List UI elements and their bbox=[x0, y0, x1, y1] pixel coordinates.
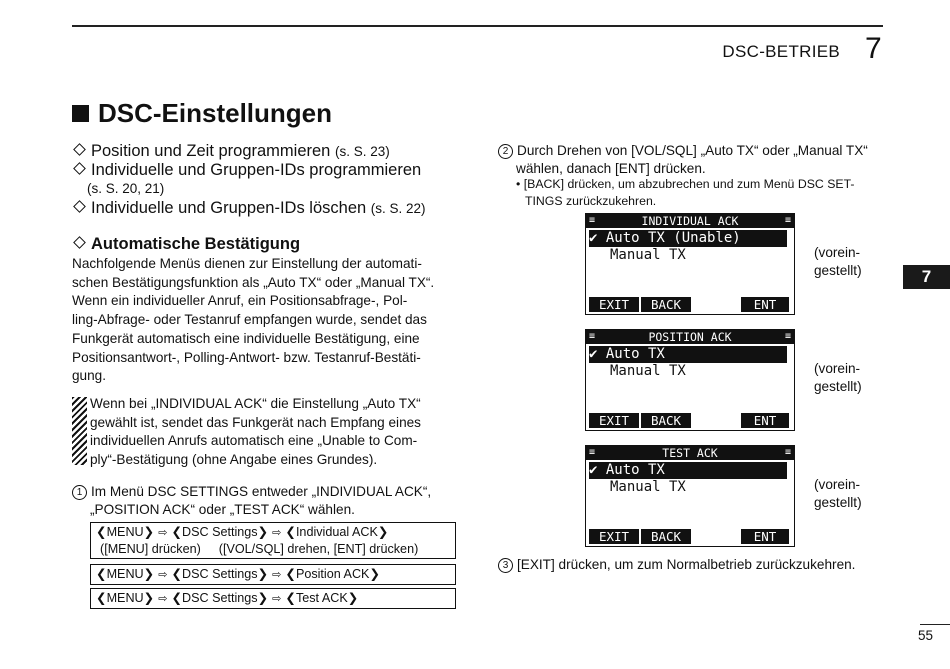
menu-path-item: DSC Settings bbox=[182, 567, 258, 581]
menu-path-item: Individual ACK bbox=[295, 525, 378, 539]
lcd-exit-key: EXIT bbox=[589, 297, 639, 312]
preset-label bbox=[814, 244, 862, 280]
text-line: Positionsantwort-, Polling-Antwort- bzw. Testanruf-Bestäti- bbox=[72, 349, 421, 365]
ref-text: Individuelle und Gruppen-IDs programmieren bbox=[91, 161, 422, 179]
menu-path-box: ❮MENU❯ ⇨ ❮DSC Settings❯ ⇨ ❮Test ACK❯ bbox=[90, 588, 456, 609]
lcd-ent-key: ENT bbox=[741, 413, 789, 428]
menu-lines-icon: ≡ bbox=[784, 215, 791, 226]
preset-label bbox=[814, 476, 862, 512]
text-line: gestellt) bbox=[814, 379, 862, 394]
lcd-softkeys bbox=[589, 529, 791, 544]
text-line: Wenn ein individueller Anruf, ein Positionsabfrage-, Pol- bbox=[72, 293, 408, 309]
text-line: ling-Abfrage- oder Testanruf empfangen wurde, sendet das bbox=[72, 312, 427, 328]
lcd-ent-key: ENT bbox=[741, 297, 789, 312]
menu-path-item: MENU bbox=[106, 567, 144, 581]
step-number: 1 bbox=[72, 485, 87, 500]
menu-path-item: DSC Settings bbox=[182, 591, 258, 605]
preset-label bbox=[814, 360, 862, 396]
text-line: (vorein- bbox=[814, 477, 861, 492]
menu-path-hint: ([MENU] drücken) bbox=[100, 542, 201, 556]
lcd-option: Manual TX bbox=[610, 363, 686, 379]
lcd-ent-key: ENT bbox=[741, 529, 789, 544]
lcd-selected-option: ✔ Auto TX bbox=[589, 346, 787, 363]
step-1 bbox=[72, 483, 462, 519]
lcd-exit-key: EXIT bbox=[589, 413, 639, 428]
lcd-screen-position-ack bbox=[585, 329, 795, 431]
lcd-selected-option: ✔ Auto TX bbox=[589, 462, 787, 479]
menu-path-item: Position ACK bbox=[295, 567, 370, 581]
lcd-screen-test-ack bbox=[585, 445, 795, 547]
footer-rule bbox=[920, 624, 950, 625]
menu-path-item: MENU bbox=[106, 525, 144, 539]
page-heading-text: DSC-Einstellungen bbox=[98, 98, 333, 128]
ref-item bbox=[72, 161, 421, 180]
lcd-title: POSITION ACK bbox=[586, 330, 794, 344]
lcd-screen-individual-ack bbox=[585, 213, 795, 315]
menu-path-item: MENU bbox=[106, 591, 144, 605]
step-number: 3 bbox=[498, 558, 513, 573]
lcd-exit-key: EXIT bbox=[589, 529, 639, 544]
text-line: (vorein- bbox=[814, 361, 861, 376]
step-2 bbox=[498, 142, 888, 178]
ref-page: (s. S. 23) bbox=[334, 144, 390, 159]
arrow-right-icon: ⇨ bbox=[272, 593, 282, 605]
ref-item bbox=[72, 199, 426, 218]
diamond-icon bbox=[73, 200, 86, 213]
page-heading bbox=[72, 98, 332, 129]
arrow-right-icon: ⇨ bbox=[158, 569, 168, 581]
menu-lines-icon: ≡ bbox=[589, 331, 596, 342]
menu-lines-icon: ≡ bbox=[784, 331, 791, 342]
chapter-number: 7 bbox=[865, 32, 882, 65]
diamond-icon bbox=[73, 236, 86, 249]
text-line: [EXIT] drücken, um zum Normalbetrieb zurückzukehren. bbox=[517, 557, 856, 572]
ref-item bbox=[72, 142, 390, 161]
text-line: „POSITION ACK“ oder „TEST ACK“ wählen. bbox=[90, 502, 355, 517]
arrow-right-icon: ⇨ bbox=[272, 527, 282, 539]
ref-text: Individuelle und Gruppen-IDs löschen bbox=[91, 199, 367, 217]
header-rule bbox=[72, 25, 883, 27]
text-line: • [BACK] drücken, um abzubrechen und zum Menü DSC SET- bbox=[516, 177, 855, 191]
step-number: 2 bbox=[498, 144, 513, 159]
note-paragraph bbox=[90, 395, 457, 470]
text-line: individuellen Anrufs automatisch eine „Unable to Com- bbox=[90, 433, 418, 449]
text-line: ply“-Bestätigung (ohne Angabe eines Grundes). bbox=[90, 452, 378, 468]
diamond-icon bbox=[73, 162, 86, 175]
note-hatch-marker bbox=[72, 397, 87, 465]
lcd-option: Manual TX bbox=[610, 479, 686, 495]
ref-page: (s. S. 20, 21) bbox=[87, 181, 165, 196]
menu-path-box: ❮MENU❯ ⇨ ❮DSC Settings❯ ⇨ ❮Position ACK❯ bbox=[90, 564, 456, 585]
lcd-title: TEST ACK bbox=[586, 446, 794, 460]
text-line: Durch Drehen von [VOL/SQL] „Auto TX“ oder „Manual TX“ bbox=[517, 143, 868, 158]
text-line: gestellt) bbox=[814, 495, 862, 510]
text-line: gewählt ist, sendet das Funkgerät nach Empfang eines bbox=[90, 414, 421, 430]
lcd-selected-option: ✔ Auto TX (Unable) bbox=[589, 230, 787, 247]
text-line: Funkgerät automatisch eine individuelle Bestätigung, eine bbox=[72, 330, 420, 346]
lcd-back-key: BACK bbox=[641, 297, 691, 312]
lcd-back-key: BACK bbox=[641, 529, 691, 544]
menu-path-item: Test ACK bbox=[295, 591, 348, 605]
text-line: gung. bbox=[72, 368, 107, 384]
text-line: gestellt) bbox=[814, 263, 862, 278]
menu-lines-icon: ≡ bbox=[589, 215, 596, 226]
lcd-title: INDIVIDUAL ACK bbox=[586, 214, 794, 228]
page-number: 55 bbox=[918, 628, 934, 643]
menu-path-box: ❮MENU❯ ⇨ ❮DSC Settings❯ ⇨ ❮Individual ACK❯ ([MENU] drücken) ([VOL/SQL] drehen, [ENT] drücken) bbox=[90, 522, 456, 559]
diamond-icon bbox=[73, 143, 86, 156]
subheading bbox=[72, 235, 300, 254]
menu-path-hint: ([VOL/SQL] drehen, [ENT] drücken) bbox=[218, 542, 419, 556]
arrow-right-icon: ⇨ bbox=[158, 593, 168, 605]
ref-page: (s. S. 22) bbox=[370, 201, 426, 216]
subheading-text: Automatische Bestätigung bbox=[91, 235, 301, 253]
lcd-softkeys bbox=[589, 413, 791, 428]
lcd-softkeys bbox=[589, 297, 791, 312]
text-line: Im Menü DSC SETTINGS entweder „INDIVIDUAL ACK“, bbox=[91, 484, 432, 499]
text-line: TINGS zurückzukehren. bbox=[525, 193, 657, 208]
text-line: Wenn bei „INDIVIDUAL ACK“ die Einstellung „Auto TX“ bbox=[90, 396, 421, 411]
step-2-note bbox=[516, 176, 884, 209]
step-3 bbox=[498, 556, 888, 574]
lcd-back-key: BACK bbox=[641, 413, 691, 428]
intro-paragraph bbox=[72, 255, 457, 386]
chapter-side-tab: 7 bbox=[903, 265, 950, 289]
text-line: Nachfolgende Menüs dienen zur Einstellung der automati- bbox=[72, 256, 422, 271]
menu-lines-icon: ≡ bbox=[784, 447, 791, 458]
section-title: DSC-BETRIEB bbox=[722, 42, 840, 61]
lcd-option: Manual TX bbox=[610, 247, 686, 263]
text-line: wählen, danach [ENT] drücken. bbox=[516, 161, 706, 176]
arrow-right-icon: ⇨ bbox=[158, 527, 168, 539]
text-line: schen Bestätigungsfunktion als „Auto TX“ oder „Manual TX“. bbox=[72, 274, 435, 290]
arrow-right-icon: ⇨ bbox=[272, 569, 282, 581]
square-bullet-icon bbox=[72, 105, 89, 122]
menu-lines-icon: ≡ bbox=[589, 447, 596, 458]
text-line: (vorein- bbox=[814, 245, 861, 260]
menu-path-item: DSC Settings bbox=[182, 525, 258, 539]
ref-text: Position und Zeit programmieren bbox=[91, 142, 331, 160]
